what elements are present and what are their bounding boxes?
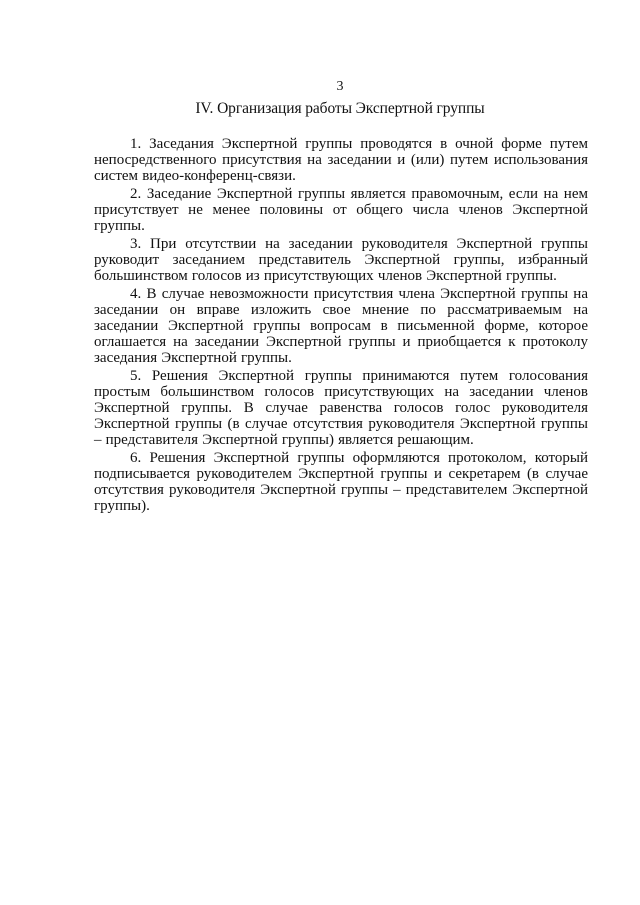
paragraph-1: 1. Заседания Экспертной группы проводятся в очной форме путем непосредственного присутствия на заседании и (или) путем использования систем видео-конференц-связи. [94, 136, 588, 185]
paragraph-5: 5. Решения Экспертной группы принимаются путем голосования простым большинством голосов присутствующих на заседании членов Экспертной группы. В случае равенства голосов голос руководителя Экспертной группы (в случае отсутствия руководителя Экспертной группы – представителя Экспертной группы) является решающим. [94, 367, 588, 449]
section-title: IV. Организация работы Экспертной группы [195, 100, 485, 117]
paragraph-6: 6. Решения Экспертной группы оформляются протоколом, который подписывается руководителем Экспертной группы и секретарем (в случае отсутствия руководителя Экспертной группы – представителем Экспертной группы). [94, 449, 588, 515]
section-body [94, 136, 588, 514]
paragraph-2: 2. Заседание Экспертной группы является правомочным, если на нем присутствует не менее половины от общего числа членов Экспертной группы. [94, 185, 588, 235]
paragraph-4: 4. В случае невозможности присутствия члена Экспертной группы на заседании он вправе изложить свое мнение по рассматриваемым на заседании Экспертной группы вопросам в письменной форме, которое оглашается на заседании Экспертной группы и приобщается к протоколу заседания Экспертной группы. [94, 285, 588, 366]
page-number: 3 [336, 79, 344, 94]
paragraph-3: 3. При отсутствии на заседании руководителя Экспертной группы руководит заседанием представитель Экспертной группы, избранный большинством голосов из присутствующих членов Экспертной группы. [94, 235, 588, 284]
